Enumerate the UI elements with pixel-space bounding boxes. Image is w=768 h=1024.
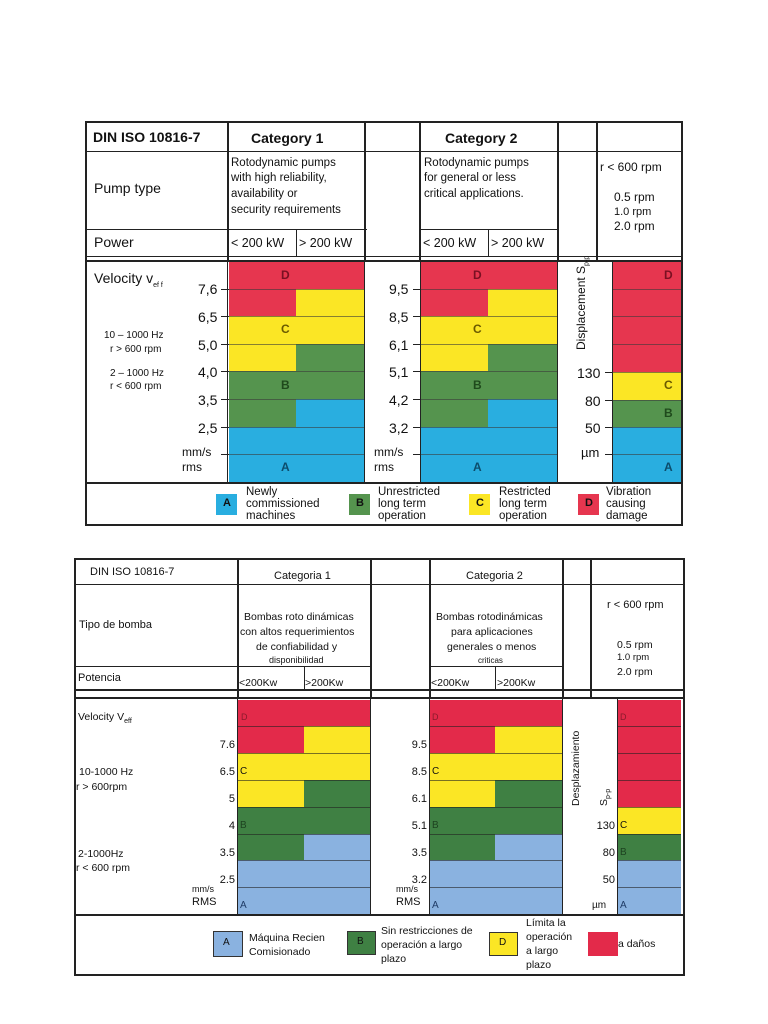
cat2-desc-line: generales o menos bbox=[447, 641, 537, 653]
frequency-range: 10 – 1000 Hz bbox=[104, 330, 164, 341]
velocity-tick: 4 bbox=[228, 820, 235, 832]
cat1-desc-line: Bombas roto dinámicas bbox=[244, 611, 354, 623]
cat1-desc-line: with high reliability, bbox=[231, 172, 327, 184]
standard-title: DIN ISO 10816-7 bbox=[93, 129, 201, 145]
cat2-desc-line: Rotodynamic pumps bbox=[424, 157, 529, 169]
velocity-tick: 9.5 bbox=[411, 739, 427, 751]
rpm-note: r < 600 rpm bbox=[600, 160, 662, 174]
speed-range: r > 600rpm bbox=[76, 781, 128, 793]
cat1-desc-line: con altos requerimientos bbox=[240, 626, 355, 638]
power-label: Potencia bbox=[78, 672, 121, 684]
zone-letter-c: C bbox=[664, 378, 673, 392]
category-2-title: Category 2 bbox=[445, 130, 518, 146]
legend-text: long term bbox=[499, 498, 547, 510]
unit-rms: rms bbox=[374, 460, 394, 474]
legend-text: a daños bbox=[618, 938, 656, 950]
legend-letter: C bbox=[476, 497, 484, 509]
legend-text: Restricted bbox=[499, 486, 551, 498]
frequency-range: 10-1000 Hz bbox=[79, 766, 134, 778]
zone-letter-b: B bbox=[664, 406, 673, 420]
rpm-value: 2.0 rpm bbox=[617, 666, 653, 678]
zone-letter-a: A bbox=[664, 460, 673, 474]
velocity-tick: 5,0 bbox=[198, 337, 218, 353]
zone-b-cell bbox=[618, 834, 681, 860]
legend-text: long term bbox=[378, 498, 426, 510]
power-cat2-low: <200Kw bbox=[431, 677, 470, 689]
unit-um: µm bbox=[581, 445, 600, 460]
zone-letter-d: D bbox=[473, 268, 482, 282]
unit-mms: mm/s bbox=[182, 445, 212, 459]
zone-letter-d: D bbox=[432, 712, 439, 722]
velocity-tick: 7.6 bbox=[219, 739, 235, 751]
legend-text: Máquina Recien bbox=[249, 932, 325, 944]
velocity-tick: 4,2 bbox=[389, 392, 409, 408]
cat1-desc-line: disponibilidad bbox=[269, 655, 324, 665]
cat1-desc-line: availability or bbox=[231, 188, 298, 200]
displacement-tick: 50 bbox=[602, 874, 615, 886]
legend-letter: D bbox=[585, 497, 593, 509]
category-2-title: Categoria 2 bbox=[466, 570, 523, 582]
velocity-tick: 5 bbox=[228, 793, 235, 805]
zone-c-cell bbox=[618, 807, 681, 834]
zone-letter-c: C bbox=[240, 766, 248, 777]
velocity-tick: 3.2 bbox=[411, 874, 427, 886]
zone-letter-b: B bbox=[473, 378, 482, 392]
unit-rms: RMS bbox=[396, 896, 421, 908]
unit-mms: mm/s bbox=[192, 884, 214, 894]
category-1-title: Categoria 1 bbox=[274, 570, 331, 582]
rpm-value: 0.5 rpm bbox=[617, 639, 653, 651]
rpm-note: r < 600 rpm bbox=[607, 599, 664, 611]
legend-text: Newly bbox=[246, 486, 278, 498]
speed-range: r > 600 rpm bbox=[110, 344, 162, 355]
cat1-desc-line: Rotodynamic pumps bbox=[231, 157, 336, 169]
speed-range: r < 600 rpm bbox=[110, 381, 162, 392]
cat2-desc-line: para aplicaciones bbox=[451, 626, 533, 638]
cat1-desc-line: de confiabilidad y bbox=[256, 641, 338, 653]
pump-type-label: Tipo de bomba bbox=[79, 619, 152, 631]
velocity-tick: 3.5 bbox=[219, 847, 235, 859]
zone-d-cell bbox=[495, 700, 562, 726]
velocity-tick: 3.5 bbox=[411, 847, 427, 859]
legend-text: operation bbox=[499, 510, 547, 522]
zone-letter-a: A bbox=[620, 900, 627, 911]
legend-text: commissioned bbox=[246, 498, 320, 510]
category-1-title: Category 1 bbox=[251, 130, 324, 146]
zone-letter-d: D bbox=[620, 712, 627, 722]
frequency-range: 2-1000Hz bbox=[78, 848, 124, 860]
legend-text: causing bbox=[606, 498, 646, 510]
zone-letter-b: B bbox=[432, 820, 439, 831]
legend-text: plazo bbox=[526, 959, 552, 971]
cat1-desc-line: security requirements bbox=[231, 204, 341, 216]
zone-letter-a: A bbox=[473, 460, 482, 474]
cat2-desc-line: critical applications. bbox=[424, 188, 524, 200]
zone-letter-c: C bbox=[473, 322, 482, 336]
zone-letter-b: B bbox=[620, 847, 627, 858]
displacement-tick: 50 bbox=[585, 420, 601, 436]
zone-d-cell bbox=[304, 700, 370, 726]
unit-rms: RMS bbox=[192, 896, 217, 908]
velocity-tick: 2,5 bbox=[198, 420, 218, 436]
pump-type-label: Pump type bbox=[94, 180, 161, 196]
legend-text: operation bbox=[378, 510, 426, 522]
zone-letter-c: C bbox=[620, 820, 628, 831]
standard-title: DIN ISO 10816-7 bbox=[90, 566, 175, 578]
displacement-label: Desplazamiento bbox=[570, 730, 582, 806]
legend-text: operación a largo bbox=[381, 939, 463, 951]
velocity-tick: 6,5 bbox=[198, 309, 218, 325]
legend-letter: B bbox=[357, 936, 364, 947]
power-cat2-low: < 200 kW bbox=[423, 236, 477, 250]
frequency-range: 2 – 1000 Hz bbox=[110, 368, 164, 379]
unit-um: µm bbox=[592, 900, 607, 911]
displacement-sub: $S_{p-p}$ bbox=[598, 788, 613, 806]
speed-range: r < 600 rpm bbox=[76, 862, 130, 874]
zone-letter-b: B bbox=[240, 820, 247, 831]
velocity-tick: 7,6 bbox=[198, 281, 218, 297]
velocity-tick: 2.5 bbox=[219, 874, 235, 886]
legend-text: Comisionado bbox=[249, 946, 311, 958]
velocity-tick: 6.1 bbox=[411, 793, 427, 805]
zone-letter-b: B bbox=[281, 378, 290, 392]
cat2-desc-line: for general or less bbox=[424, 172, 517, 184]
power-cat2-high: >200Kw bbox=[497, 677, 536, 689]
zone-letter-d: D bbox=[281, 268, 290, 282]
zone-letter-c: C bbox=[281, 322, 290, 336]
legend-text: plazo bbox=[381, 953, 407, 965]
power-cat1-low: <200Kw bbox=[239, 677, 278, 689]
velocity-tick: 8.5 bbox=[411, 766, 427, 778]
legend-text: Sin restricciones de bbox=[381, 925, 473, 937]
velocity-tick: 3,2 bbox=[389, 420, 409, 436]
velocity-label: Velocity $V_{eff}$ bbox=[78, 711, 132, 726]
unit-rms: rms bbox=[182, 460, 202, 474]
zone-a-cell bbox=[495, 834, 562, 915]
velocity-tick: 6,1 bbox=[389, 337, 409, 353]
legend-letter: D bbox=[499, 937, 507, 948]
rpm-value: 1.0 rpm bbox=[617, 652, 650, 663]
power-cat1-high: > 200 kW bbox=[299, 236, 353, 250]
velocity-tick: 9,5 bbox=[389, 281, 409, 297]
legend-text: Unrestricted bbox=[378, 486, 440, 498]
zone-letter-d: D bbox=[241, 712, 248, 722]
zone-letter-a: A bbox=[432, 900, 439, 911]
zone-letter-c: C bbox=[432, 766, 440, 777]
velocity-label: Velocity $v_{ef f}$ bbox=[94, 270, 163, 289]
legend-swatch-d bbox=[588, 932, 618, 956]
power-label: Power bbox=[94, 234, 134, 250]
cat2-desc-line: criticas bbox=[478, 656, 503, 665]
unit-mms: mm/s bbox=[374, 445, 404, 459]
velocity-tick: 3,5 bbox=[198, 392, 218, 408]
displacement-tick: 80 bbox=[585, 393, 601, 409]
zone-letter-a: A bbox=[240, 900, 247, 911]
power-cat1-high: >200Kw bbox=[305, 677, 344, 689]
legend-letter: B bbox=[356, 497, 364, 509]
power-cat2-high: > 200 kW bbox=[491, 236, 545, 250]
power-cat1-low: < 200 kW bbox=[231, 236, 285, 250]
displacement-tick: 80 bbox=[602, 847, 615, 859]
rpm-value: 0.5 rpm bbox=[614, 190, 655, 204]
rpm-value: 2.0 rpm bbox=[614, 219, 655, 233]
rpm-value: 1.0 rpm bbox=[614, 206, 652, 218]
velocity-tick: 6.5 bbox=[219, 766, 235, 778]
legend-text: operación bbox=[526, 931, 573, 943]
legend-letter: A bbox=[223, 937, 230, 948]
velocity-tick: 5.1 bbox=[411, 820, 427, 832]
displacement-label: Displacement $S_{p-p}$ bbox=[574, 255, 591, 350]
legend-text: damage bbox=[606, 510, 648, 522]
cat2-desc-line: Bombas rotodinámicas bbox=[436, 611, 543, 623]
legend-text: Vibration bbox=[606, 486, 652, 498]
velocity-tick: 4,0 bbox=[198, 364, 218, 380]
velocity-tick: 5,1 bbox=[389, 364, 409, 380]
displacement-tick: 130 bbox=[577, 365, 601, 381]
zone-a-cell bbox=[304, 834, 370, 915]
legend-letter: A bbox=[223, 497, 231, 509]
unit-mms: mm/s bbox=[396, 884, 418, 894]
displacement-tick: 130 bbox=[596, 820, 615, 832]
zone-letter-d: D bbox=[664, 268, 673, 282]
velocity-tick: 8,5 bbox=[389, 309, 409, 325]
zone-letter-a: A bbox=[281, 460, 290, 474]
legend-text: machines bbox=[246, 510, 296, 522]
legend-text: Límita la bbox=[526, 917, 566, 929]
legend-text: a largo bbox=[526, 945, 559, 957]
